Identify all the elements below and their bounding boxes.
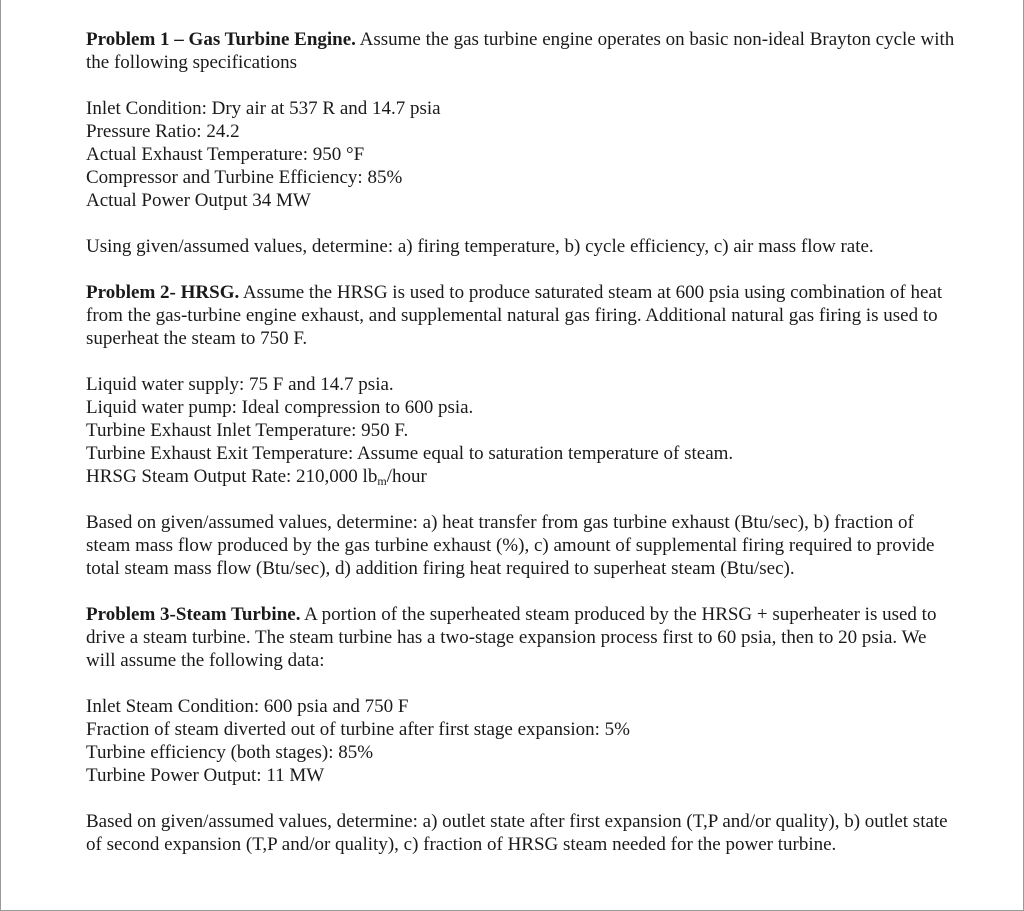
problem3-spec-inlet-steam: Inlet Steam Condition: 600 psia and 750 F	[86, 696, 409, 717]
problem1-intro-paragraph	[86, 28, 956, 74]
problem1-spec-exhaust-temp: Actual Exhaust Temperature: 950 °F	[86, 144, 365, 165]
problem1-spec-efficiency: Compressor and Turbine Efficiency: 85%	[86, 167, 403, 188]
problem2-spec-water-pump: Liquid water pump: Ideal compression to 600 psia.	[86, 397, 474, 418]
problem2-intro: Assume the HRSG is used to produce saturated steam at 600 psia using combination of heat from the gas-turbine engine exhaust, and supplemental natural gas firing. Additional natural gas firing is used to superheat the steam to 750 F.	[86, 282, 943, 349]
problem1-intro: Assume the gas turbine engine operates on basic non-ideal Brayton cycle with the following specifications	[86, 29, 955, 73]
steam-rate-subscript: m	[377, 474, 387, 488]
problem2-spec-steam-rate	[86, 465, 956, 488]
problem2-spec-exhaust-inlet: Turbine Exhaust Inlet Temperature: 950 F.	[86, 420, 409, 441]
problem2-spec-water-supply: Liquid water supply: 75 F and 14.7 psia.	[86, 374, 394, 395]
problem3-question: Based on given/assumed values, determine: a) outlet state after first expansion (T,P and/or quality), b) outlet state of second expansion (T,P and/or quality), c) fraction of HRSG steam needed for the power turbine.	[86, 811, 948, 855]
steam-rate-prefix: HRSG Steam Output Rate: 210,000 lb	[86, 466, 378, 487]
problem1-title: Problem 1 – Gas Turbine Engine.	[86, 29, 356, 50]
problem1-spec-pressure-ratio: Pressure Ratio: 24.2	[86, 121, 240, 142]
problem2-question: Based on given/assumed values, determine: a) heat transfer from gas turbine exhaust (Btu/sec), b) fraction of steam mass flow produced by the gas turbine exhaust (%), c) amount of supplemental firing required to provide total steam mass flow (Btu/sec), d) addition firing heat required to superheat steam (Btu/sec).	[86, 512, 935, 579]
problem1-spec-inlet: Inlet Condition: Dry air at 537 R and 14.7 psia	[86, 98, 441, 119]
problem1-question: Using given/assumed values, determine: a) firing temperature, b) cycle efficiency, c) air mass flow rate.	[86, 236, 874, 257]
problem3-spec-fraction-diverted: Fraction of steam diverted out of turbine after first stage expansion: 5%	[86, 719, 630, 740]
problem2-intro-paragraph	[86, 281, 956, 350]
document-content	[86, 28, 956, 856]
problem1-spec-power: Actual Power Output 34 MW	[86, 190, 311, 211]
problem3-intro-paragraph	[86, 603, 956, 672]
problem2-title: Problem 2- HRSG.	[86, 282, 240, 303]
problem3-spec-efficiency: Turbine efficiency (both stages): 85%	[86, 742, 374, 763]
steam-rate-suffix: /hour	[386, 466, 427, 487]
problem3-spec-power: Turbine Power Output: 11 MW	[86, 765, 325, 786]
problem3-title: Problem 3-Steam Turbine.	[86, 604, 301, 625]
problem3-intro: A portion of the superheated steam produced by the HRSG + superheater is used to drive a steam turbine. The steam turbine has a two-stage expansion process first to 60 psia, then to 20 psia. We will assume the following data:	[86, 604, 937, 671]
problem2-spec-exhaust-exit: Turbine Exhaust Exit Temperature: Assume equal to saturation temperature of steam.	[86, 443, 734, 464]
